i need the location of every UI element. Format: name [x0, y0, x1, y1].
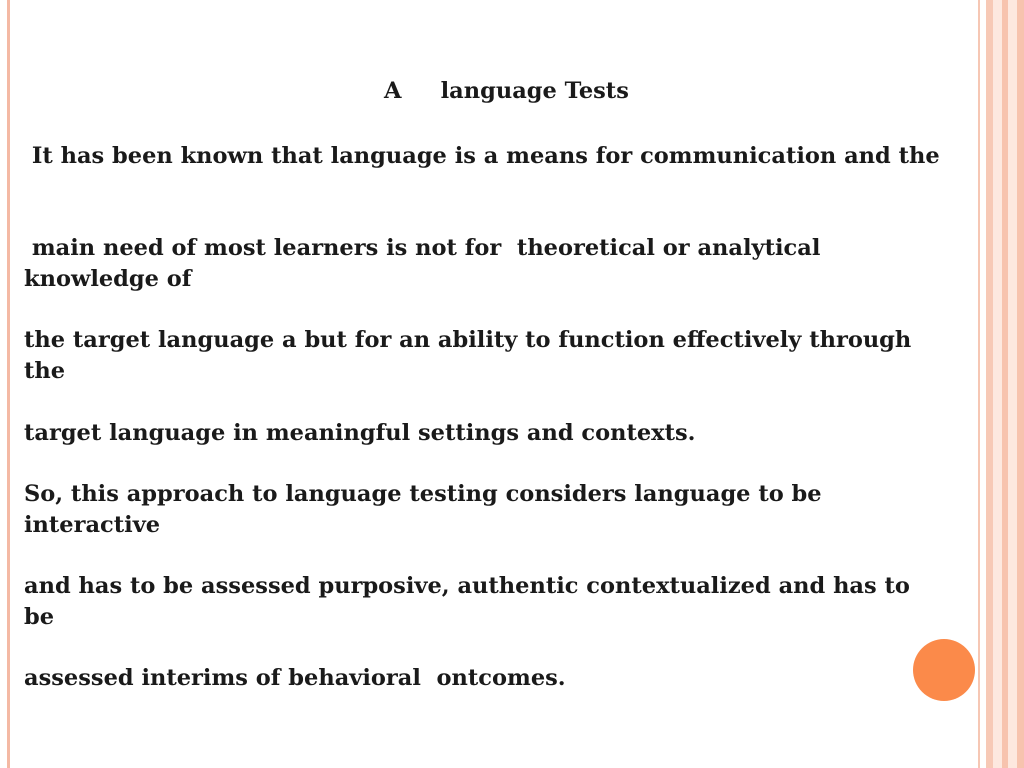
- paragraph: It has been known that language is a means for communication and the: [24, 143, 940, 169]
- paragraph: assessed interims of behavioral ontcomes.: [24, 665, 566, 691]
- paragraph: main need of most learners is not for theoretical or analytical knowledge of: [24, 235, 829, 292]
- paragraph: target language in meaningful settings and contexts.: [24, 420, 696, 446]
- paragraph: the target language a but for an ability to function effectively through the: [24, 327, 920, 384]
- right-border-stripe: [1017, 0, 1024, 768]
- right-border-stripe: [993, 0, 1002, 768]
- right-border-stripe: [986, 0, 993, 768]
- decorative-circle-icon: [913, 639, 975, 701]
- paragraph: So, this approach to language testing considers language to be interactive: [24, 481, 830, 538]
- slide-title: A language Tests: [384, 78, 629, 104]
- left-border-stripe: [7, 0, 10, 768]
- right-border-stripe: [1008, 0, 1017, 768]
- right-border-stripe: [978, 0, 980, 768]
- paragraph: and has to be assessed purposive, authentic contextualized and has to be: [24, 573, 918, 630]
